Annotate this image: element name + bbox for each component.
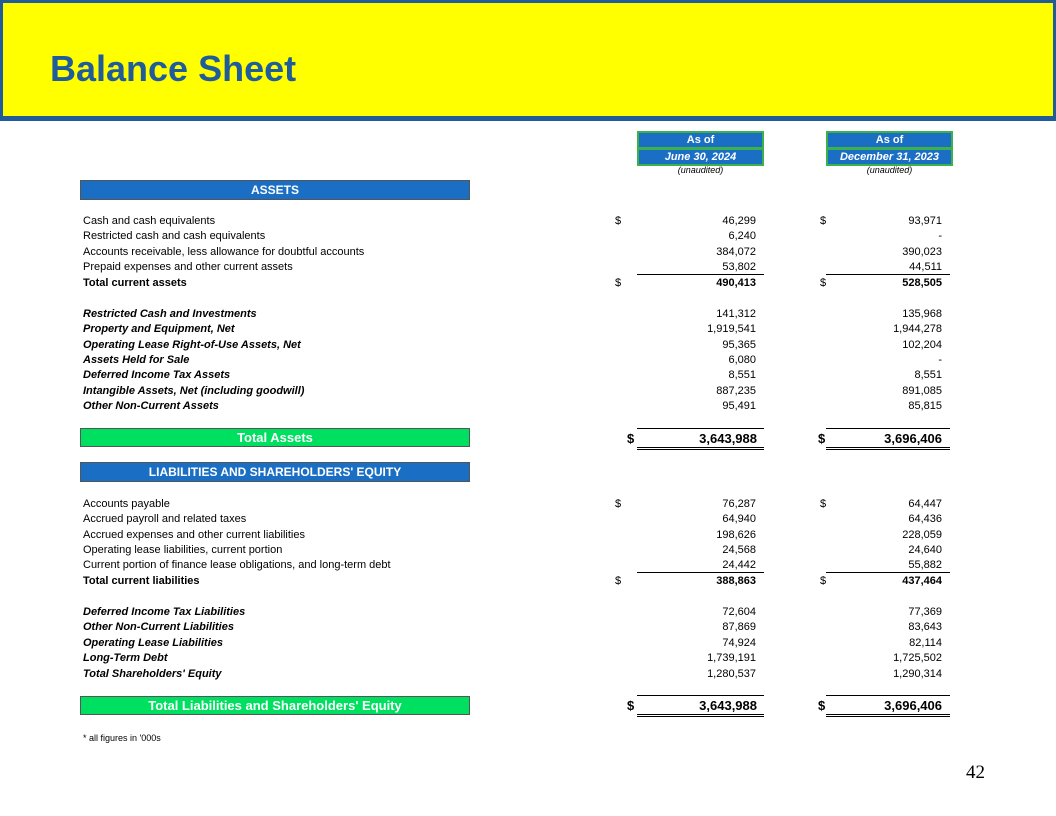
total-current-liabilities-row: Total current liabilities $ 388,863 $ 437,464 (83, 575, 942, 587)
double-rule (637, 447, 764, 450)
double-rule (826, 714, 950, 717)
total-current-assets-row: Total current assets $ 490,413 $ 528,505 (83, 277, 942, 289)
table-row: Long-Term Debt 1,739,191 1,725,502 (83, 652, 942, 664)
table-row: Other Non-Current Assets 95,491 85,815 (83, 400, 942, 412)
table-row: Accounts receivable, less allowance for doubtful accounts 384,072 390,023 (83, 246, 942, 258)
page-title: Balance Sheet (50, 48, 297, 89)
col1-as-of: As of (637, 131, 764, 149)
table-row: Operating lease liabilities, current portion 24,568 24,640 (83, 544, 942, 556)
total-assets-values: $ 3,643,988 $ 3,696,406 (627, 431, 942, 446)
double-rule (637, 714, 764, 717)
table-row: Accounts payable $ 76,287 $ 64,447 (83, 498, 942, 510)
table-row: Accrued payroll and related taxes 64,940 64,436 (83, 513, 942, 525)
table-row: Operating Lease Right-of-Use Assets, Net 95,365 102,204 (83, 339, 942, 351)
table-row: Deferred Income Tax Liabilities 72,604 77,369 (83, 606, 942, 618)
total-liab-equity-label: Total Liabilities and Shareholders' Equity (80, 696, 470, 715)
col2-as-of: As of (826, 131, 953, 149)
total-assets-label: Total Assets (80, 428, 470, 447)
table-row: Total Shareholders' Equity 1,280,537 1,290,314 (83, 668, 942, 680)
table-row: Intangible Assets, Net (including goodwill) 887,235 891,085 (83, 385, 942, 397)
table-row: Prepaid expenses and other current assets 53,802 44,511 (83, 261, 942, 273)
table-row: Restricted Cash and Investments 141,312 135,968 (83, 308, 942, 320)
table-row: Cash and cash equivalents $ 46,299 $ 93,971 (83, 215, 942, 227)
footnote: * all figures in '000s (83, 733, 161, 743)
col2-date: December 31, 2023 (826, 148, 953, 166)
double-rule (826, 447, 950, 450)
table-row: Property and Equipment, Net 1,919,541 1,944,278 (83, 323, 942, 335)
page-number: 42 (966, 762, 985, 783)
total-liab-equity-values: $ 3,643,988 $ 3,696,406 (627, 698, 942, 713)
title-banner (0, 0, 1056, 121)
table-row: Restricted cash and cash equivalents 6,240 - (83, 230, 942, 242)
col1-date: June 30, 2024 (637, 148, 764, 166)
col1-note: (unaudited) (677, 165, 724, 175)
assets-header: ASSETS (80, 180, 470, 200)
table-row: Accrued expenses and other current liabilities 198,626 228,059 (83, 529, 942, 541)
table-row: Assets Held for Sale 6,080 - (83, 354, 942, 366)
table-row: Current portion of finance lease obligations, and long-term debt 24,442 55,882 (83, 559, 942, 571)
col2-note: (unaudited) (866, 165, 913, 175)
table-row: Other Non-Current Liabilities 87,869 83,643 (83, 621, 942, 633)
liabilities-header: LIABILITIES AND SHAREHOLDERS' EQUITY (80, 462, 470, 482)
table-row: Operating Lease Liabilities 74,924 82,114 (83, 637, 942, 649)
table-row: Deferred Income Tax Assets 8,551 8,551 (83, 369, 942, 381)
